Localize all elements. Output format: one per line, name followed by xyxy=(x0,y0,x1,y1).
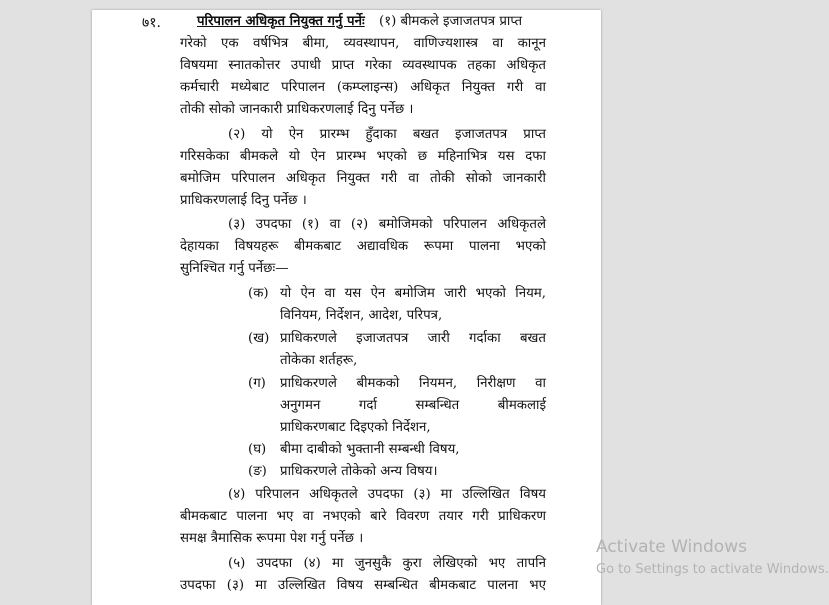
subsection-4-line-1: (४) परिपालन अधिकृतले उपदफा (३) मा उल्लिखित विषय xyxy=(228,487,546,502)
section-heading: परिपालन अधिकृत नियुक्त गर्नु पर्नेः xyxy=(197,14,365,29)
clause-gha-line-1: बीमा दाबीको भुक्तानी सम्बन्धी विषय, xyxy=(280,442,460,457)
clause-ga-line-2: अनुगमन गर्दा सम्बन्धित बीमकलाई xyxy=(280,398,546,413)
subsection-2-line-1: (२) यो ऐन प्रारम्भ हुँदाका बखत इजाजतपत्र प्राप्त xyxy=(228,127,546,142)
clause-gha-label: (घ) xyxy=(248,442,267,457)
clause-ka-label: (क) xyxy=(248,286,269,301)
clause-nga-label: (ङ) xyxy=(248,464,267,479)
subsection-3-line-1: (३) उपदफा (१) वा (२) बमोजिमको परिपालन अधिकृतले xyxy=(228,217,546,232)
subsection-1-line-1: (१) बीमकले इजाजतपत्र प्राप्त xyxy=(379,14,523,29)
subsection-5-line-2: उपदफा (३) मा उल्लिखित विषय सम्बन्धित बीमकबाट पालना भए xyxy=(180,578,546,593)
clause-ga-label: (ग) xyxy=(248,376,266,391)
section-number: ७१. xyxy=(142,15,162,31)
clause-ka-line-2: विनियम, निर्देशन, आदेश, परिपत्र, xyxy=(280,308,443,323)
activation-watermark-title: Activate Windows xyxy=(596,537,747,557)
subsection-4-line-3: समक्ष त्रैमासिक रूपमा पेश गर्नु पर्नेछ । xyxy=(180,531,364,546)
clause-ga-line-1: प्राधिकरणले बीमकको नियमन, निरीक्षण वा xyxy=(280,376,546,391)
clause-kha-label: (ख) xyxy=(248,331,270,346)
subsection-3-line-3: सुनिश्चित गर्नु पर्नेछः— xyxy=(180,261,289,276)
subsection-1-line-4: कर्मचारी मध्येबाट परिपालन (कम्प्लाइन्स) अधिकृत नियुक्त गरी वा xyxy=(180,80,546,95)
subsection-2-line-4: प्राधिकरणलाई दिनु पर्नेछ । xyxy=(180,193,307,208)
subsection-4-line-2: बीमकबाट पालना भए वा नभएको बारे विवरण तयार गरी प्राधिकरण xyxy=(180,509,546,524)
subsection-1-line-5: तोकी सोको जानकारी प्राधिकरणलाई दिनु पर्नेछ । xyxy=(180,102,414,117)
subsection-5-line-1: (५) उपदफा (४) मा जुनसुकै कुरा लेखिएको भए तापनि xyxy=(228,556,546,571)
clause-kha-line-1: प्राधिकरणले इजाजतपत्र जारी गर्दाका बखत xyxy=(280,331,546,346)
subsection-2-line-2: गरिसकेका बीमकले यो ऐन प्रारम्भ भएको छ महिनाभित्र यस दफा xyxy=(180,149,546,164)
subsection-1-line-2: गरेको एक वर्षभित्र बीमा, व्यवस्थापन, वाणिज्यशास्त्र वा कानून xyxy=(180,36,546,51)
subsection-1-line-3: विषयमा स्नातकोत्तर उपाधी प्राप्त गरेका व्यवस्थापक तहका अधिकृत xyxy=(180,58,546,73)
clause-ga-line-3: प्राधिकरणबाट दिइएको निर्देशन, xyxy=(280,420,431,435)
clause-kha-line-2: तोकेका शर्तहरू, xyxy=(280,353,358,368)
clause-nga-line-1: प्राधिकरणले तोकेको अन्य विषय। xyxy=(280,464,438,479)
clause-ka-line-1: यो ऐन वा यस ऐन बमोजिम जारी भएको नियम, xyxy=(280,286,546,301)
subsection-2-line-3: बमोजिम परिपालन अधिकृत नियुक्त गरी वा तोकी सोको जानकारी xyxy=(180,171,546,186)
document-page xyxy=(92,10,601,605)
activation-watermark-subtitle: Go to Settings to activate Windows. xyxy=(596,562,829,577)
subsection-3-line-2: देहायका विषयहरू बीमकबाट अद्यावधिक रूपमा पालना भएको xyxy=(180,239,546,254)
